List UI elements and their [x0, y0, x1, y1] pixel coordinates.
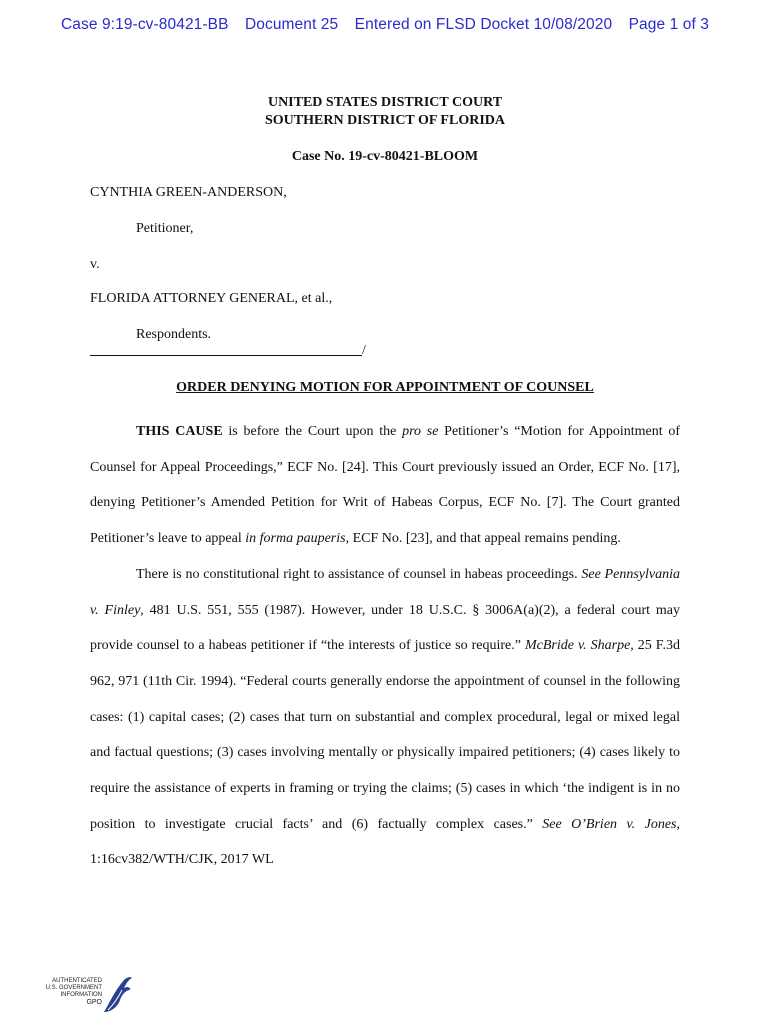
gpo-line-4: GPO: [86, 999, 102, 1006]
paragraph-2: [90, 557, 680, 878]
docket-header: [0, 16, 770, 34]
paragraph-1: [90, 414, 680, 557]
header-case: Case 9:19-cv-80421-BB: [61, 16, 229, 33]
header-document: Document 25: [244, 16, 339, 33]
caption-rule: [90, 355, 362, 356]
petitioner-role: Petitioner,: [136, 221, 194, 236]
p2-text-4: , 1:16cv382/WTH/CJK, 2017 WL: [90, 816, 680, 868]
p1-text-3: , ECF No. [23], and that appeal remains pending.: [345, 531, 621, 547]
p2-text-2: , 481 U.S. 551, 555 (1987). However, under 18 U.S.C. § 3006A(a)(2), a federal court may provide counsel to a habeas petitioner if “the interests of justice so require.”: [90, 602, 680, 654]
case-number: Case No. 19-cv-80421-BLOOM: [291, 149, 479, 164]
p1-lead: THIS CAUSE: [136, 424, 223, 439]
respondent-role: Respondents.: [136, 327, 212, 342]
p2-italic-2: McBride v. Sharpe: [524, 638, 631, 654]
gpo-line-2: U.S. GOVERNMENT: [45, 985, 102, 991]
gpo-authenticated-logo: [44, 972, 134, 1016]
order-title: ORDER DENYING MOTION FOR APPOINTMENT OF COUNSEL: [176, 380, 594, 395]
order-body: [90, 414, 680, 878]
caption-slash: /: [362, 343, 366, 358]
gpo-line-1: AUTHENTICATED: [52, 978, 102, 984]
p1-text-1: is before the Court upon the: [222, 424, 403, 439]
eagle-icon: [100, 972, 134, 1016]
p2-italic-1: See Pennsylvania v. Finley: [90, 566, 680, 618]
court-name-line1: UNITED STATES DISTRICT COURT: [267, 95, 503, 110]
p1-italic-2: in forma pauperis: [245, 531, 346, 547]
petitioner-name: CYNTHIA GREEN-ANDERSON,: [90, 185, 287, 200]
p1-italic-1: pro se: [402, 424, 439, 439]
respondent-name: FLORIDA ATTORNEY GENERAL, et al.,: [90, 291, 333, 306]
caption-signature-line: [90, 343, 366, 359]
p2-text-3: , 25 F.3d 962, 971 (11th Cir. 1994). “Federal courts generally endorse the appointment of counsel in the following cases: (1) capital cases; (2) cases that turn on substantial and complex procedural, legal or mixed legal and factual questions; (3) cases involving mentally or physically impaired petitioners; (4) cases likely to require the assistance of experts in framing or trying the claims; (5) cases in which ‘the indigent is in no position to investigate crucial facts’ and (6) factually complex cases.”: [90, 638, 680, 832]
versus: v.: [90, 257, 100, 272]
p1-text-2: Petitioner’s “Motion for Appointment of Counsel for Appeal Proceedings,” ECF No. [24]. This Court previously issued an Order, ECF No. [17], denying Petitioner’s Amended Petition for Writ of Habeas Corpus, ECF No. [7]. The Court granted Petitioner’s leave to appeal: [90, 424, 681, 547]
p2-italic-3: See O’Brien v. Jones: [542, 816, 677, 832]
header-page: Page 1 of 3: [628, 16, 709, 33]
p2-text-1: There is no constitutional right to assistance of counsel in habeas proceedings.: [136, 566, 582, 582]
court-name-line2: SOUTHERN DISTRICT OF FLORIDA: [265, 113, 505, 128]
header-entered: Entered on FLSD Docket 10/08/2020: [354, 16, 613, 33]
gpo-line-3: INFORMATION: [60, 992, 102, 998]
